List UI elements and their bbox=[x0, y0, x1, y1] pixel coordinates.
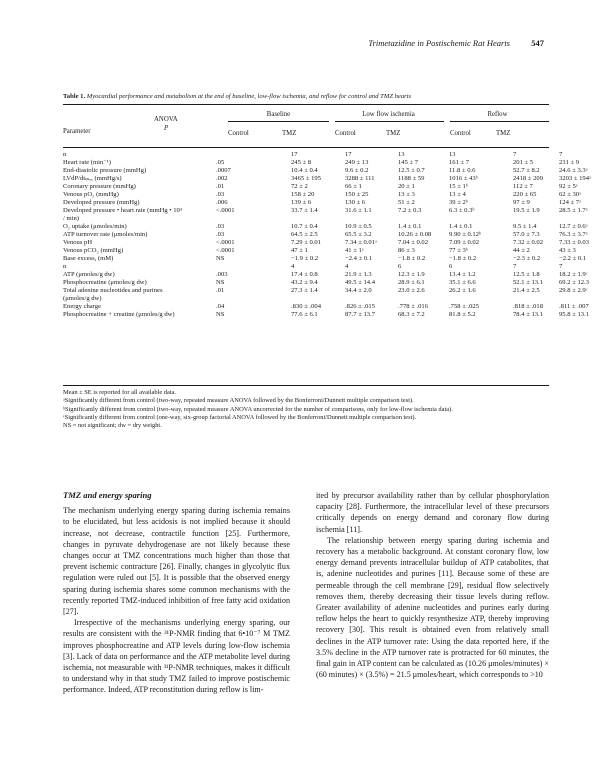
table-cell-parameter: Developed pressure • heart rate (mmHg • 10³ / min) bbox=[63, 207, 182, 222]
table-cell-value: .778 ± .016 bbox=[398, 303, 428, 310]
table-cell-anova-p: <.0001 bbox=[216, 247, 235, 254]
table-cell-value: 35.1 ± 6.6 bbox=[449, 279, 476, 286]
section-heading: TMZ and energy sparing bbox=[63, 490, 152, 500]
table-cell-value: 21.9 ± 1.3 bbox=[345, 271, 372, 278]
table-cell-parameter: Energy charge bbox=[63, 303, 102, 310]
table-cell-value: .758 ± .025 bbox=[449, 303, 479, 310]
table-cell-value: 7.2 ± 0.3 bbox=[398, 207, 422, 214]
table-cell-parameter: Developed pressure (mmHg) bbox=[63, 199, 140, 206]
table-row bbox=[63, 287, 588, 303]
table-row bbox=[63, 199, 581, 207]
table-cell-value: −1.9 ± 0.2 bbox=[291, 255, 319, 262]
table-cell-value: 10.9 ± 0.5 bbox=[345, 223, 372, 230]
table-cell-anova-p: .03 bbox=[216, 231, 225, 238]
table-cell-value: 6.3 ± 0.3ᵇ bbox=[449, 207, 475, 214]
table-cell-value: 17.4 ± 0.8 bbox=[291, 271, 318, 278]
table-label: Table 1. bbox=[63, 93, 86, 100]
table-cell-parameter: Total adenine nucleotides and purines (μmoles/g dw) bbox=[63, 287, 163, 302]
table-cell-anova-p: <.0001 bbox=[216, 207, 235, 214]
table-cell-value: 31.6 ± 1.1 bbox=[345, 207, 372, 214]
table-cell-value: 3465 ± 195 bbox=[291, 175, 321, 182]
table-cell-value: 124 ± 7ᵃ bbox=[559, 199, 581, 206]
table-cell-value: 7.29 ± 0.01 bbox=[291, 239, 321, 246]
table-row bbox=[63, 183, 578, 191]
table-cell-value: 7.09 ± 0.02 bbox=[449, 239, 479, 246]
table-cell-anova-p: .03 bbox=[216, 223, 225, 230]
table-cell-value: 43 ± 3 bbox=[559, 247, 576, 254]
table-cell-value: 9.5 ± 1.4 bbox=[513, 223, 537, 230]
table-row bbox=[63, 223, 588, 231]
table-cell-value: 28.5 ± 1.7ᵃ bbox=[559, 207, 588, 214]
table-top-rule bbox=[63, 104, 549, 105]
table-cell-value: 27.3 ± 1.4 bbox=[291, 287, 318, 294]
table-cell-parameter: Coronary pressure (mmHg) bbox=[63, 183, 136, 190]
table-cell-parameter: Heart rate (min⁻¹) bbox=[63, 159, 111, 166]
table-cell-value: 201 ± 5 bbox=[513, 159, 534, 166]
table-cell-value: 150 ± 25 bbox=[345, 191, 369, 198]
table-cell-anova-p: .003 bbox=[216, 271, 228, 278]
table-cell-value: .818 ± .018 bbox=[513, 303, 543, 310]
table-cell-value: 78.4 ± 13.1 bbox=[513, 311, 543, 318]
table-row bbox=[63, 159, 580, 167]
table-cell-value: 13 ± 3 bbox=[398, 191, 415, 198]
subcol-header: Control bbox=[228, 130, 249, 137]
table-cell-parameter: Venous pO₂ (mmHg) bbox=[63, 191, 119, 198]
table-cell-value: 9.6 ± 0.2 bbox=[345, 167, 369, 174]
table-row bbox=[63, 303, 589, 311]
group-rule-baseline bbox=[228, 121, 329, 122]
table-cell-anova-p: .006 bbox=[216, 199, 228, 206]
body-paragraph: ited by precursor availability rather than by cellular phosphorylation capacity [28]. Furthermore, the intracellular level of these precursors critically depends on energy demand and coronary flow during ischemia [11]. bbox=[316, 491, 549, 534]
table-cell-value: 33.7 ± 1.4 bbox=[291, 207, 318, 214]
table-cell-value: 2418 ± 209 bbox=[513, 175, 543, 182]
table-row bbox=[63, 271, 588, 279]
table-header-rule bbox=[63, 147, 549, 148]
table-cell-anova-p: NS bbox=[216, 279, 225, 286]
p-header: P bbox=[164, 125, 169, 132]
table-row bbox=[63, 255, 587, 263]
table-cell-value: 220 ± 65 bbox=[513, 191, 537, 198]
table-cell-parameter: Phosphocreatine + creatine (μmoles/g dw) bbox=[63, 311, 175, 318]
group-header-low-flow: Low flow ischemia bbox=[362, 111, 415, 118]
table-cell-value: 77.6 ± 6.1 bbox=[291, 311, 318, 318]
body-paragraph: Irrespective of the mechanisms underlying energy sparing, our results are consistent with the ³¹P-NMR finding that 6•10⁻⁷ M TMZ improves phosphocreatine and ATP levels during low-flow ischemia [3]. Lack of data on performance and the ATP metabolite level during ischemia, not measurable with ³¹P-NMR techniques, makes it difficult to understand why in that study TMZ failed to improve postischemic performance. Indeed, ATP reconstitution during reflow is lim- bbox=[63, 618, 290, 695]
table-cell-value: 7 bbox=[559, 151, 563, 158]
group-rule-reflow bbox=[450, 121, 549, 122]
table-cell-value: 49.5 ± 14.4 bbox=[345, 279, 375, 286]
table-cell-value: 18.2 ± 1.9ᶜ bbox=[559, 271, 588, 278]
footnote: ᶜSignificantly different from control (one-way, six-group factorial ANOVA followed by the Bonferroni/Dunnett multiple comparison test). bbox=[63, 413, 417, 421]
table-cell-value: .830 ± .004 bbox=[291, 303, 321, 310]
table-cell-anova-p: .0007 bbox=[216, 167, 231, 174]
table-cell-parameter: End-diastolic pressure (mmHg) bbox=[63, 167, 147, 174]
table-body bbox=[63, 151, 591, 319]
table-cell-value: 51 ± 2 bbox=[398, 199, 415, 206]
table-cell-value: 52.1 ± 13.1 bbox=[513, 279, 543, 286]
table-footnotes bbox=[63, 389, 549, 430]
table-cell-value: 44 ± 2 bbox=[513, 247, 530, 254]
table-cell-value: 7 bbox=[559, 263, 563, 270]
subcol-header: Control bbox=[335, 130, 356, 137]
table-cell-value: 161 ± 7 bbox=[449, 159, 470, 166]
table-cell-value: 10.26 ± 0.08 bbox=[398, 231, 432, 238]
table-cell-value: 13 ± 4 bbox=[449, 191, 466, 198]
table-cell-value: 13 bbox=[398, 151, 405, 158]
table-cell-value: .826 ± .015 bbox=[345, 303, 375, 310]
group-header-reflow: Reflow bbox=[487, 111, 508, 118]
table-cell-value: −2.3 ± 0.2 bbox=[513, 255, 541, 262]
table-cell-parameter: ATP (μmoles/g dw) bbox=[63, 271, 115, 278]
table-cell-value: 87.7 ± 13.7 bbox=[345, 311, 375, 318]
table-cell-value: 145 ± 7 bbox=[398, 159, 419, 166]
table-caption bbox=[63, 93, 553, 100]
subcol-header: Control bbox=[450, 130, 471, 137]
table-row bbox=[63, 279, 589, 287]
table-cell-value: 17 bbox=[345, 151, 352, 158]
body-column-right bbox=[316, 490, 549, 680]
table-cell-value: 3288 ± 111 bbox=[345, 175, 375, 182]
table-cell-value: 17 bbox=[291, 151, 298, 158]
table-cell-value: −2.2 ± 0.1 bbox=[559, 255, 587, 262]
table-cell-value: 69.2 ± 12.3 bbox=[559, 279, 589, 286]
table-cell-anova-p: .04 bbox=[216, 303, 225, 310]
table-cell-value: 249 ± 13 bbox=[345, 159, 369, 166]
table-cell-value: 23.0 ± 2.6 bbox=[398, 287, 425, 294]
table-cell-value: 6 bbox=[449, 263, 453, 270]
table-cell-value: 41 ± 1ᵃ bbox=[345, 247, 364, 254]
table-cell-value: 77 ± 3ᵇ bbox=[449, 247, 468, 254]
group-rule-low-flow bbox=[335, 121, 444, 122]
table-cell-anova-p: NS bbox=[216, 255, 225, 262]
table-cell-value: 231 ± 9 bbox=[559, 159, 580, 166]
table-cell-value: 29.8 ± 2.9ᶜ bbox=[559, 287, 588, 294]
table-cell-anova-p: .002 bbox=[216, 175, 228, 182]
table-cell-parameter: LVdP/dtₘₐₓ (mmHg/s) bbox=[63, 175, 122, 182]
table-cell-value: 1.4 ± 0.1 bbox=[398, 223, 422, 230]
table-cell-parameter: Venous pCO₂ (mmHg) bbox=[63, 247, 124, 254]
table-cell-value: 7.33 ± 0.03 bbox=[559, 239, 589, 246]
table-cell-parameter: Base excess, (mM) bbox=[63, 255, 114, 262]
footnote: NS = not significant; dw = dry weight. bbox=[63, 422, 162, 430]
table-cell-value: 7 bbox=[513, 263, 517, 270]
table-cell-value: 57.0 ± 7.3 bbox=[513, 231, 540, 238]
table-bottom-rule bbox=[63, 385, 549, 386]
table-cell-value: 6 bbox=[398, 263, 402, 270]
table-cell-value: 3203 ± 194ᵃ bbox=[559, 175, 591, 182]
table-cell-value: 81.8 ± 5.2 bbox=[449, 311, 476, 318]
table-cell-value: 13 bbox=[449, 151, 456, 158]
table-cell-value: 4 bbox=[345, 263, 349, 270]
table-row bbox=[63, 231, 588, 239]
footnote: ᵇSignificantly different from control (two-way, repeated measure ANOVA uncorrected for the number of comparisons, only for low-flow ischemia data). bbox=[63, 405, 453, 413]
table-cell-value: 76.3 ± 3.7ᵃ bbox=[559, 231, 588, 238]
table-row bbox=[63, 207, 588, 223]
subcol-header: TMZ bbox=[496, 130, 511, 137]
table-cell-value: 21.4 ± 2.5 bbox=[513, 287, 540, 294]
table-cell-value: 92 ± 5ᵃ bbox=[559, 183, 578, 190]
table-cell-parameter: ATP turnover rate (μmoles/min) bbox=[63, 231, 148, 238]
table-row bbox=[63, 191, 581, 199]
table-cell-value: −2.4 ± 0.1 bbox=[345, 255, 373, 262]
table-cell-parameter: O₂ uptake (μmoles/min) bbox=[63, 223, 127, 230]
table-cell-value: 86 ± 3 bbox=[398, 247, 415, 254]
table-cell-anova-p: <.0001 bbox=[216, 239, 235, 246]
table-cell-anova-p: .01 bbox=[216, 183, 225, 190]
table-cell-value: 34.4 ± 2.0 bbox=[345, 287, 372, 294]
table-row bbox=[63, 239, 589, 247]
table-cell-value: 97 ± 9 bbox=[513, 199, 530, 206]
table-cell-anova-p: .03 bbox=[216, 191, 225, 198]
table-cell-anova-p: NS bbox=[216, 311, 225, 318]
page-number: 547 bbox=[531, 38, 544, 48]
table-cell-value: 24.6 ± 3.3ᵃ bbox=[559, 167, 588, 174]
table-cell-value: −1.8 ± 0.2 bbox=[398, 255, 426, 262]
table-caption-text: Myocardial performance and metabolism at the end of baseline, low-flow ischemia, and reflow for control and TMZ hearts bbox=[86, 93, 412, 100]
group-header-baseline: Baseline bbox=[266, 111, 291, 118]
table-cell-value: 1016 ± 43ᵇ bbox=[449, 175, 478, 182]
table-cell-value: 72 ± 2 bbox=[291, 183, 308, 190]
table-row bbox=[63, 175, 591, 183]
subcol-header: TMZ bbox=[386, 130, 401, 137]
table-cell-value: 9.90 ± 0.12ᵇ bbox=[449, 231, 482, 238]
table-row bbox=[63, 167, 588, 175]
table-cell-value: 20 ± 1 bbox=[398, 183, 415, 190]
table-cell-value: .811 ± .007 bbox=[559, 303, 589, 310]
table-cell-anova-p: .01 bbox=[216, 287, 225, 294]
table-cell-value: 43.2 ± 9.4 bbox=[291, 279, 318, 286]
parameter-header: Parameter bbox=[63, 128, 91, 135]
table-cell-value: 245 ± 8 bbox=[291, 159, 312, 166]
table-cell-value: 158 ± 20 bbox=[291, 191, 315, 198]
table-cell-value: 39 ± 2ᵇ bbox=[449, 199, 468, 206]
table-cell-value: 12.5 ± 0.7 bbox=[398, 167, 425, 174]
table-cell-value: 62 ± 30ᵃ bbox=[559, 191, 581, 198]
table-cell-value: 68.3 ± 7.2 bbox=[398, 311, 425, 318]
table-cell-value: 7.04 ± 0.02 bbox=[398, 239, 428, 246]
anova-header: ANOVA bbox=[154, 116, 178, 123]
table-cell-value: 4 bbox=[291, 263, 295, 270]
table-cell-value: 12.3 ± 1.9 bbox=[398, 271, 425, 278]
table-cell-value: 1188 ± 59 bbox=[398, 175, 425, 182]
table-cell-parameter: Phosphocreatine (μmoles/g dw) bbox=[63, 279, 147, 286]
table-cell-value: 19.5 ± 1.9 bbox=[513, 207, 540, 214]
body-column-left bbox=[63, 490, 290, 696]
subcol-header: TMZ bbox=[282, 130, 297, 137]
table-cell-value: 65.5 ± 3.2 bbox=[345, 231, 372, 238]
table-cell-value: −1.8 ± 0.2 bbox=[449, 255, 477, 262]
table-cell-value: 95.8 ± 13.1 bbox=[559, 311, 589, 318]
body-paragraph: The relationship between energy sparing during ischemia and recovery has a metabolic background. At constant coronary flow, low energy demand prevents intracellular buildup of ATP catabolites, that is, adenine nucleotides and purines [11]. Because some of these are permeable through the cell membrane [29], residual flow selectively removes them, thereby decreasing their tissue levels during reflow. Greater availability of adenine nucleotides and purines early during reflow helps the heart to quickly resynthesize ATP, thereby improving recovery [30]. This result is obtained even from relatively small declines in the ATP turnover rate: Using the data reported here, if the 3.5% decline in the ATP turnover rate is protracted for 60 minutes, the final gain in ATP content can be calculated as (10.26 μmoles/minutes) × (60 minutes) × (3.5%) = 21.5 μmoles/heart, which corresponds to >10 bbox=[316, 535, 549, 680]
table-cell-value: 52.7 ± 8.2 bbox=[513, 167, 540, 174]
table-cell-value: 12.5 ± 1.8 bbox=[513, 271, 540, 278]
running-title: Trimetazidine in Postischemic Rat Hearts bbox=[368, 38, 510, 48]
table-cell-parameter: n bbox=[63, 151, 67, 158]
table-cell-value: 7 bbox=[513, 151, 517, 158]
table-cell-value: 64.5 ± 2.5 bbox=[291, 231, 318, 238]
table-cell-value: 15 ± 1ᵇ bbox=[449, 183, 468, 190]
table-cell-anova-p: .05 bbox=[216, 159, 225, 166]
table-row bbox=[63, 311, 589, 319]
table-cell-value: 10.7 ± 0.4 bbox=[291, 223, 318, 230]
table-cell-value: 7.32 ± 0.02 bbox=[513, 239, 543, 246]
table-cell-parameter: Venous pH bbox=[63, 239, 93, 246]
footnote: ᵃSignificantly different from control (two-way, repeated measure ANOVA followed by the Bonferroni/Dunnett multiple comparison test). bbox=[63, 397, 414, 405]
table-cell-value: 11.8 ± 0.6 bbox=[449, 167, 476, 174]
table-cell-value: 66 ± 1 bbox=[345, 183, 362, 190]
table-cell-value: 26.2 ± 1.6 bbox=[449, 287, 476, 294]
table-cell-value: 10.4 ± 0.4 bbox=[291, 167, 318, 174]
table-cell-value: 139 ± 6 bbox=[291, 199, 312, 206]
table-row bbox=[63, 151, 563, 159]
table-row bbox=[63, 263, 563, 271]
table-cell-value: 7.34 ± 0.01ᵃ bbox=[345, 239, 377, 246]
table-cell-value: 112 ± 7 bbox=[513, 183, 533, 190]
body-paragraph: The mechanism underlying energy sparing during ischemia remains to be elucidated, but less acidosis is not implied because it should increase, not decrease, contractile function [25]. Furthermore, changes in pyruvate dehydrogenase are not likely because these changes occur at TMZ concentrations much higher than those that prevent ischemic contracture [26]. Finally, changes in glycolytic flux regulation were ruled out [5]. It is possible that the observed energy sparing during ischemia shares some common mechanisms with the recently reported TMZ-induced inhibition of free fatty acid oxidation [27]. bbox=[63, 506, 290, 617]
table-cell-value: 12.7 ± 0.6ᵃ bbox=[559, 223, 588, 230]
table-cell-parameter: n bbox=[63, 263, 67, 270]
table-cell-value: 47 ± 1 bbox=[291, 247, 308, 254]
footnote: Mean ± SE is reported for all available data. bbox=[63, 389, 176, 396]
table-cell-value: 1.4 ± 0.1 bbox=[449, 223, 473, 230]
table-row bbox=[63, 247, 576, 255]
table-cell-value: 13.4 ± 1.2 bbox=[449, 271, 476, 278]
table-cell-value: 28.9 ± 6.1 bbox=[398, 279, 425, 286]
table-cell-value: 130 ± 6 bbox=[345, 199, 366, 206]
